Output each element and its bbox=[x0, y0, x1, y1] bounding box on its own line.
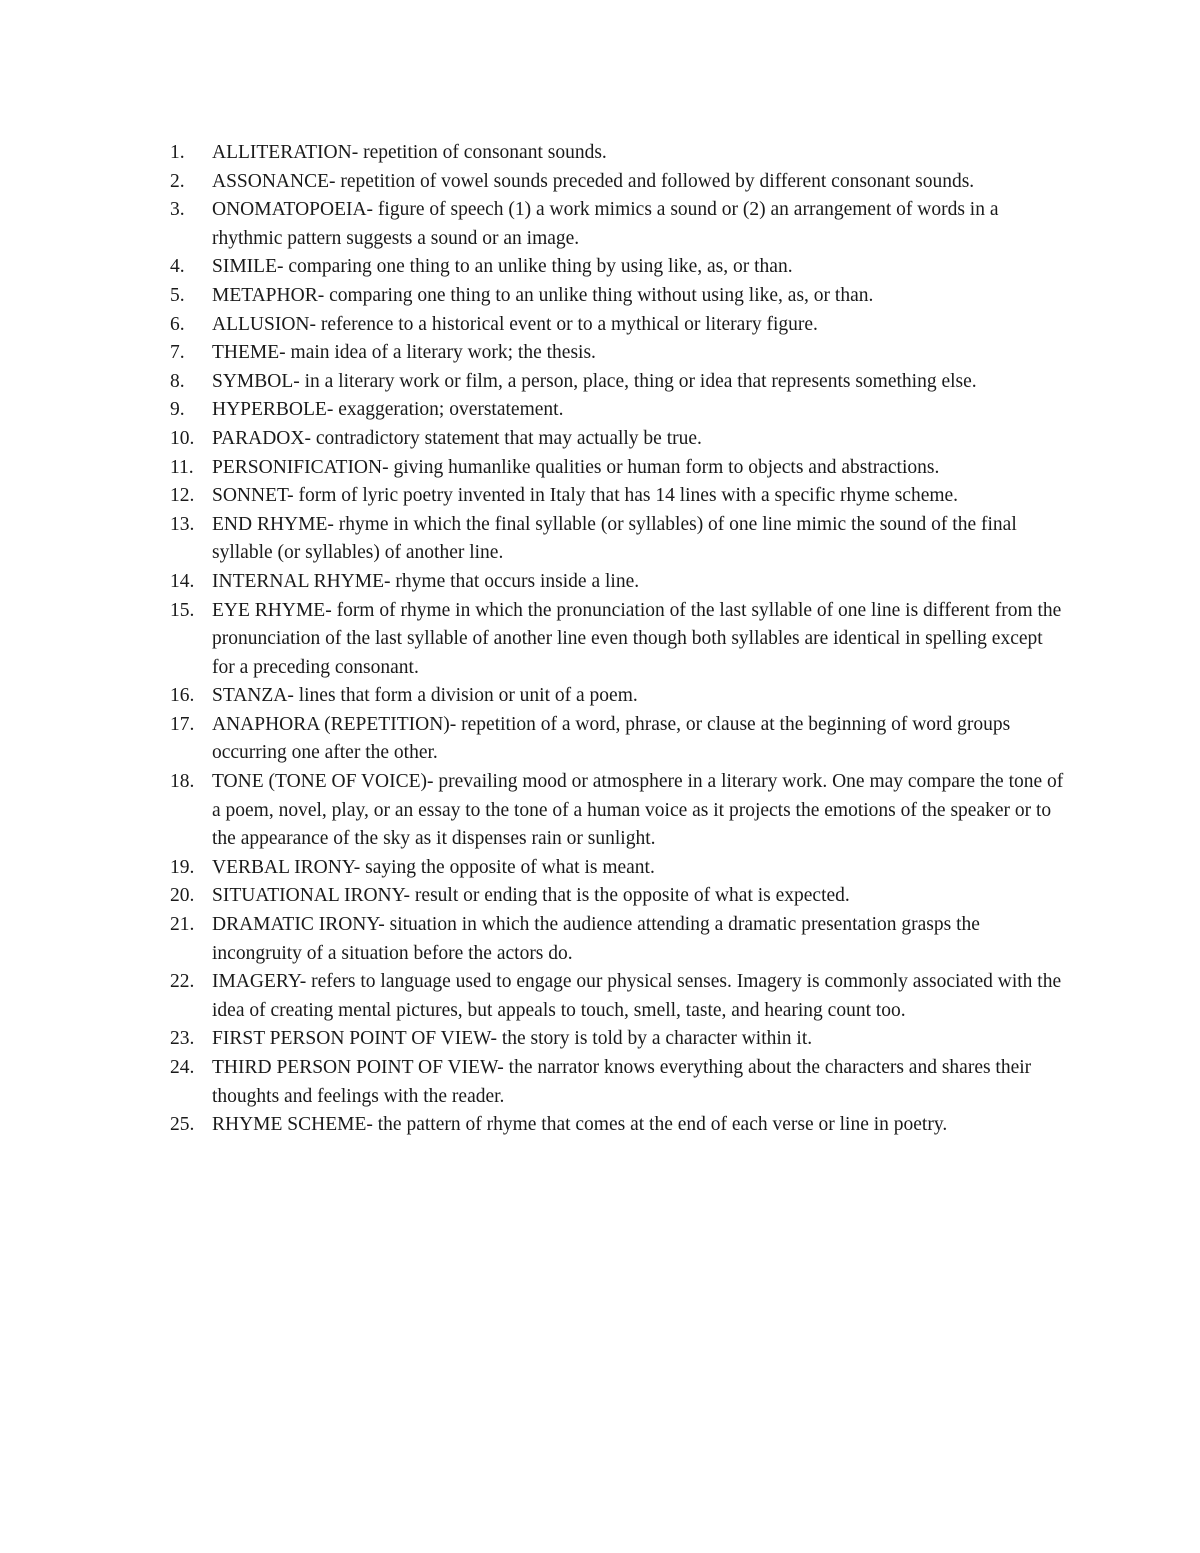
list-item bbox=[170, 854, 1070, 883]
list-item bbox=[170, 168, 1070, 197]
item-text: RHYME SCHEME- the pattern of rhyme that comes at the end of each verse or line in poetry. bbox=[212, 1114, 948, 1136]
item-number: 10. bbox=[170, 427, 195, 449]
item-number: 3. bbox=[170, 199, 185, 221]
item-text: THIRD PERSON POINT OF VIEW- the narrator knows everything about the characters and shares their thoughts and feelings with the reader. bbox=[212, 1057, 1032, 1107]
item-number: 4. bbox=[170, 256, 185, 278]
list-item bbox=[170, 1025, 1070, 1054]
item-number: 9. bbox=[170, 399, 185, 421]
list-item bbox=[170, 1111, 1070, 1140]
item-number: 18. bbox=[170, 771, 195, 793]
item-number: 17. bbox=[170, 713, 195, 735]
list-item bbox=[170, 339, 1070, 368]
item-text: TONE (TONE OF VOICE)- prevailing mood or atmosphere in a literary work. One may compare the tone of a poem, novel, play, or an essay to the tone of a human voice as it projects the emotions of the speaker or to the appearance of the sky as it dispenses rain or sunlight. bbox=[212, 771, 1064, 850]
item-number: 25. bbox=[170, 1114, 195, 1136]
item-text: PARADOX- contradictory statement that may actually be true. bbox=[212, 427, 702, 449]
list-item bbox=[170, 139, 1070, 168]
list-item bbox=[170, 597, 1070, 683]
item-text: ALLUSION- reference to a historical event or to a mythical or literary figure. bbox=[212, 313, 818, 335]
item-number: 1. bbox=[170, 142, 185, 163]
item-number: 7. bbox=[170, 342, 185, 364]
list-item bbox=[170, 882, 1070, 911]
item-text: ANAPHORA (REPETITION)- repetition of a word, phrase, or clause at the beginning of word groups occurring one after the other. bbox=[212, 713, 1011, 764]
list-item bbox=[170, 968, 1070, 1025]
item-number: 21. bbox=[170, 914, 195, 936]
item-number: 24. bbox=[170, 1057, 195, 1078]
item-number: 14. bbox=[170, 570, 195, 592]
item-number: 12. bbox=[170, 485, 195, 507]
item-number: 2. bbox=[170, 170, 185, 192]
list-item bbox=[170, 482, 1070, 511]
item-text: DRAMATIC IRONY- situation in which the audience attending a dramatic presentation grasps the incongruity of a situation before the actors do. bbox=[212, 914, 980, 964]
item-text: HYPERBOLE- exaggeration; overstatement. bbox=[212, 399, 564, 421]
item-number: 8. bbox=[170, 370, 185, 392]
list-item bbox=[170, 454, 1070, 483]
item-number: 20. bbox=[170, 885, 195, 907]
item-text: METAPHOR- comparing one thing to an unlike thing without using like, as, or than. bbox=[212, 284, 874, 306]
item-text: FIRST PERSON POINT OF VIEW- the story is told by a character within it. bbox=[212, 1028, 813, 1050]
list-item bbox=[170, 768, 1070, 854]
item-text: ONOMATOPOEIA- figure of speech (1) a work mimics a sound or (2) an arrangement of words in a rhythmic pattern suggests a sound or an image. bbox=[212, 199, 999, 249]
item-text: PERSONIFICATION- giving humanlike qualities or human form to objects and abstractions. bbox=[212, 456, 940, 478]
list-item bbox=[170, 682, 1070, 711]
item-number: 11. bbox=[170, 456, 194, 478]
list-item bbox=[170, 425, 1070, 454]
list-item bbox=[170, 282, 1070, 311]
list-item bbox=[170, 911, 1070, 968]
item-text: VERBAL IRONY- saying the opposite of what is meant. bbox=[212, 856, 655, 878]
item-text: ASSONANCE- repetition of vowel sounds preceded and followed by different consonant sounds. bbox=[212, 170, 975, 192]
list-item bbox=[170, 311, 1070, 340]
item-text: END RHYME- rhyme in which the final syllable (or syllables) of one line mimic the sound of the final syllable (or syllables) of another line. bbox=[212, 513, 1017, 564]
list-item bbox=[170, 396, 1070, 425]
item-number: 19. bbox=[170, 856, 195, 878]
item-number: 23. bbox=[170, 1028, 195, 1050]
list-item bbox=[170, 711, 1070, 768]
item-text: ALLITERATION- repetition of consonant sounds. bbox=[212, 142, 607, 163]
item-text: SIMILE- comparing one thing to an unlike thing by using like, as, or than. bbox=[212, 256, 793, 278]
item-text: INTERNAL RHYME- rhyme that occurs inside a line. bbox=[212, 570, 640, 592]
item-number: 13. bbox=[170, 513, 195, 535]
item-number: 22. bbox=[170, 971, 195, 993]
list-item bbox=[170, 1054, 1070, 1111]
item-number: 16. bbox=[170, 685, 195, 707]
list-item bbox=[170, 253, 1070, 282]
item-text: THEME- main idea of a literary work; the thesis. bbox=[212, 342, 596, 364]
literary-terms-list bbox=[170, 139, 1070, 1140]
item-text: SITUATIONAL IRONY- result or ending that is the opposite of what is expected. bbox=[212, 885, 850, 907]
list-item bbox=[170, 196, 1070, 253]
item-text: SYMBOL- in a literary work or film, a person, place, thing or idea that represents something else. bbox=[212, 370, 977, 392]
list-item bbox=[170, 568, 1070, 597]
item-text: EYE RHYME- form of rhyme in which the pronunciation of the last syllable of one line is different from the pronunciation of the last syllable of another line even though both syllables are identical in spelling except for a preceding consonant. bbox=[212, 599, 1062, 678]
item-number: 15. bbox=[170, 599, 195, 621]
item-number: 5. bbox=[170, 284, 185, 306]
list-item bbox=[170, 368, 1070, 397]
item-text: IMAGERY- refers to language used to engage our physical senses. Imagery is commonly associated with the idea of creating mental pictures, but appeals to touch, smell, taste, and hearing count too. bbox=[212, 971, 1062, 1021]
list-item bbox=[170, 511, 1070, 568]
item-text: STANZA- lines that form a division or unit of a poem. bbox=[212, 685, 638, 707]
item-text: SONNET- form of lyric poetry invented in Italy that has 14 lines with a specific rhyme scheme. bbox=[212, 485, 959, 507]
item-number: 6. bbox=[170, 313, 185, 335]
